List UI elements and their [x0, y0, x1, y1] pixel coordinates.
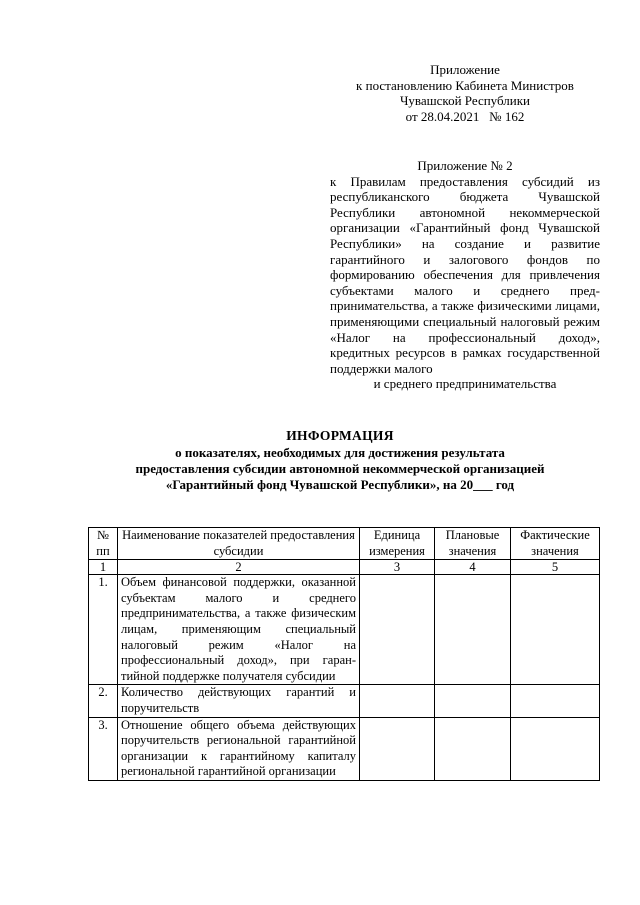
row-unit-cell [360, 685, 435, 717]
header-num: № пп [89, 528, 118, 560]
appendix-2-header [330, 158, 600, 392]
table-row [89, 685, 600, 717]
row-actual-cell [511, 575, 600, 685]
indicators-table [88, 527, 600, 781]
row-planned-cell [435, 717, 511, 780]
column-number: 5 [511, 560, 600, 575]
header-name: Наименование показателей предоставления субсидии [118, 528, 360, 560]
column-number: 2 [118, 560, 360, 575]
row-indicator-name: Отношение общего объема действующих поручительств региональной гарантийной организации к гарантийному капиталу региональной гарантийной организации [118, 717, 360, 780]
appendix-1-line: Чувашской Республики [399, 93, 531, 108]
row-unit-cell [360, 717, 435, 780]
table-row [89, 717, 600, 780]
row-unit-cell [360, 575, 435, 685]
column-number: 1 [89, 560, 118, 575]
appendix-1-line: к постановлению Кабинета Министров [356, 77, 574, 93]
header-actual: Фактические значения [511, 528, 600, 560]
table-row [89, 575, 600, 685]
row-number: 2. [89, 685, 118, 717]
appendix-2-last-line: и среднего предпринимательства [373, 376, 557, 392]
row-actual-cell [511, 685, 600, 717]
appendix-2-body: к Правилам предоставления субсидий из республиканского бюджета Чувашской Республики автономной некоммерческой организации «Гарантийный фонд Чувашской Республики» на создание и развитие гарантийного и залогового фондов по формированию обеспечения для привлечения субъектами малого и среднего предпринимательства, а также физическими лицами, применяющими специальный налоговый режим «Налог на профессиональный доход», кредитных ресурсов в рамках государственной поддержки малого [330, 173, 600, 376]
info-subtitle-line: предоставления субсидии автономной некоммерческой организацией [135, 461, 545, 476]
row-number: 1. [89, 575, 118, 685]
row-planned-cell [435, 685, 511, 717]
row-actual-cell [511, 717, 600, 780]
info-heading [110, 428, 570, 493]
row-planned-cell [435, 575, 511, 685]
row-indicator-name: Объем финансовой поддержки, оказанной субъектам малого и среднего предпринимательства, а также физическим лицам, применяющим специальный налоговый режим «Налог на профессиональный доход», при гарантийной поддержке получателя субсидии [118, 575, 360, 685]
table-header-row [89, 528, 600, 560]
header-unit: Единица измерения [360, 528, 435, 560]
header-planned: Плановые значения [435, 528, 511, 560]
column-number: 3 [360, 560, 435, 575]
row-indicator-name: Количество действующих гарантий и поручительств [118, 685, 360, 717]
appendix-1-line: от 28.04.2021 № 162 [405, 108, 525, 124]
column-number-row [89, 560, 600, 575]
info-subtitle-line: о показателях, необходимых для достижения результата [175, 445, 505, 460]
appendix-1-line: Приложение [430, 62, 500, 77]
appendix-2-title: Приложение № 2 [417, 158, 513, 173]
info-title: ИНФОРМАЦИЯ [286, 428, 394, 443]
row-number: 3. [89, 717, 118, 780]
appendix-1-header [330, 62, 600, 124]
column-number: 4 [435, 560, 511, 575]
info-subtitle-line: «Гарантийный фонд Чувашской Республики», на 20___ год [165, 477, 515, 492]
